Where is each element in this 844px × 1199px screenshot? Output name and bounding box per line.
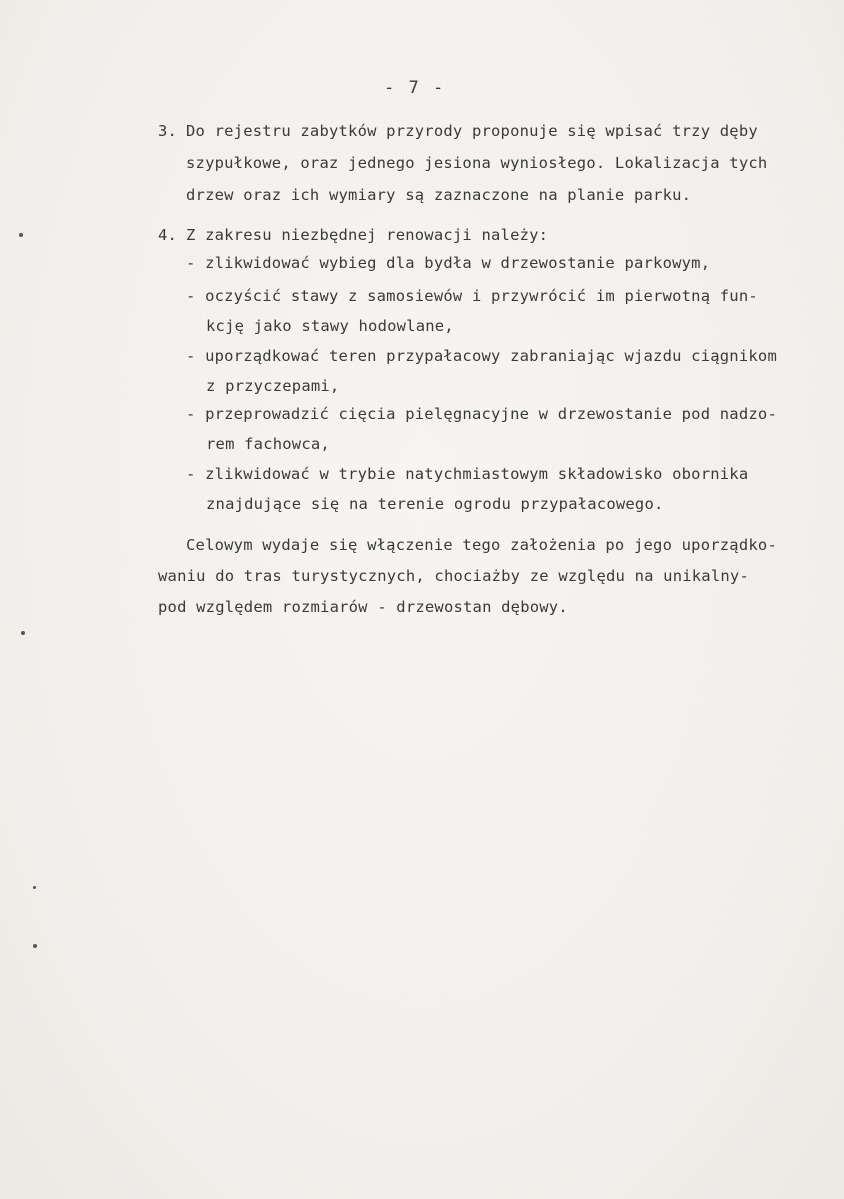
item-4-intro: Z zakresu niezbędnej renowacji należy: [186, 226, 549, 244]
bullet-5-line-1: - zlikwidować w trybie natychmiastowym składowisko obornika [186, 465, 749, 483]
scan-speck [33, 944, 37, 948]
bullet-3-line-1: - uporządkować teren przypałacowy zabraniając wjazdu ciągnikom [186, 347, 777, 365]
item-3-line-2: szypułkowe, oraz jednego jesiona wyniosłego. Lokalizacja tych [186, 154, 768, 172]
scan-speck [21, 631, 25, 635]
page-number: - 7 - [384, 78, 446, 98]
bullet-1-line-1: - zlikwidować wybieg dla bydła w drzewostanie parkowym, [186, 254, 711, 272]
bullet-4-line-2: rem fachowca, [206, 435, 330, 453]
bullet-2-line-2: kcję jako stawy hodowlane, [206, 317, 454, 335]
bullet-4-line-1: - przeprowadzić cięcia pielęgnacyjne w drzewostanie pod nadzo- [186, 405, 777, 423]
closing-line-3: pod względem rozmiarów - drzewostan dębowy. [158, 598, 568, 616]
item-3-line-3: drzew oraz ich wymiary są zaznaczone na planie parku. [186, 186, 692, 204]
bullet-3-line-2: z przyczepami, [206, 377, 340, 395]
bullet-5-line-2: znajdujące się na terenie ogrodu przypałacowego. [206, 495, 664, 513]
scan-speck [33, 886, 36, 889]
scan-speck [19, 233, 23, 237]
item-3-line-1: Do rejestru zabytków przyrody proponuje się wpisać trzy dęby [186, 122, 758, 140]
item-4-number: 4. [158, 226, 178, 244]
item-3-number: 3. [158, 122, 178, 140]
closing-line-1: Celowym wydaje się włączenie tego założenia po jego uporządko- [186, 536, 777, 554]
closing-line-2: waniu do tras turystycznych, chociażby ze względu na unikalny- [158, 567, 749, 585]
bullet-2-line-1: - oczyścić stawy z samosiewów i przywrócić im pierwotną fun- [186, 287, 758, 305]
